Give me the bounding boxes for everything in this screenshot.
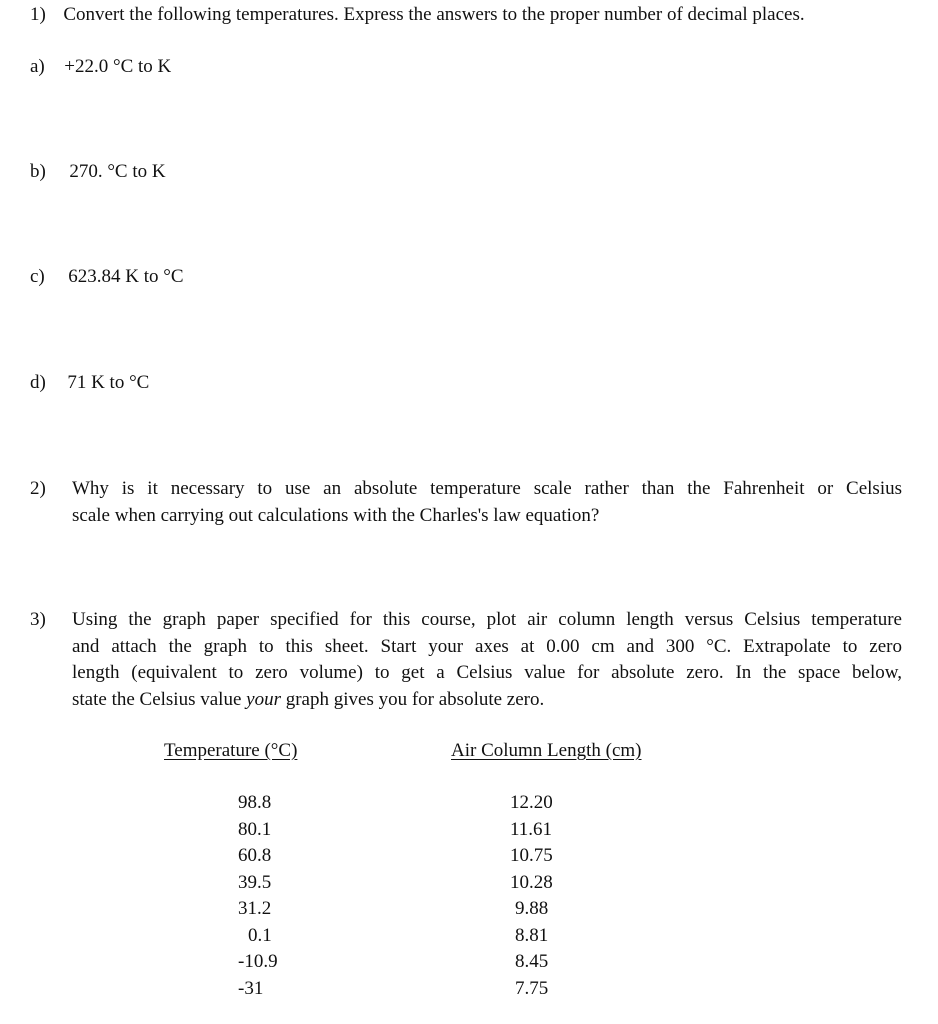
temperature-value: 80.1 <box>238 818 272 840</box>
length-value: 12.20 <box>510 792 553 813</box>
length-value: 7.75 <box>515 977 549 999</box>
question-1-number: 1) <box>30 4 46 25</box>
part-label: c) <box>30 266 45 287</box>
question-3-line <box>72 687 902 714</box>
part-label: b) <box>30 161 46 182</box>
temperature-value: -10.9 <box>238 951 278 972</box>
question-1 <box>30 2 805 28</box>
length-column <box>510 790 570 1002</box>
question-2-line: Why is it necessary to use an absolute temperature scale rather than the Fahrenheit or Celsius <box>72 478 902 499</box>
temperature-value: 98.8 <box>238 792 272 813</box>
length-value: 10.75 <box>510 845 553 866</box>
temperature-value: 39.5 <box>238 871 272 893</box>
length-value: 9.88 <box>515 898 549 919</box>
length-value: 8.45 <box>515 951 549 972</box>
question-2-text <box>72 476 902 529</box>
temperature-value: -31 <box>238 977 264 999</box>
question-3-line4-end: graph gives you for absolute zero. <box>280 688 545 710</box>
part-text: +22.0 °C to K <box>64 56 172 77</box>
length-value: 11.61 <box>510 818 553 840</box>
question-3-emphasis: your <box>246 688 281 710</box>
question-3-line: Using the graph paper specified for this course, plot air column length versus Celsius temperature <box>72 609 902 630</box>
question-1c <box>30 264 184 290</box>
question-1b <box>30 159 166 185</box>
question-3-number: 3) <box>30 609 46 630</box>
temperature-column <box>238 790 298 1002</box>
length-column-header: Air Column Length (cm) <box>451 740 642 761</box>
length-value: 10.28 <box>510 871 553 893</box>
question-1a <box>30 54 171 80</box>
temperature-value: 60.8 <box>238 845 272 866</box>
question-3-line4-start: state the Celsius value <box>72 688 247 710</box>
temperature-value: 31.2 <box>238 898 272 919</box>
part-label: d) <box>30 372 46 393</box>
question-3-text <box>72 607 902 713</box>
part-label: a) <box>30 56 45 77</box>
question-2-line: scale when carrying out calculations with the Charles's law equation? <box>72 504 600 526</box>
question-2-number: 2) <box>30 478 46 499</box>
temperature-value: 0.1 <box>248 924 272 946</box>
part-text: 623.84 K to °C <box>68 266 184 287</box>
part-text: 270. °C to K <box>69 161 166 182</box>
length-value: 8.81 <box>515 924 549 946</box>
question-3-line: length (equivalent to zero volume) to get a Celsius value for absolute zero. In the space below, <box>72 662 902 683</box>
question-1-prompt: Convert the following temperatures. Express the answers to the proper number of decimal places. <box>63 4 805 25</box>
question-1d <box>30 370 149 396</box>
part-text: 71 K to °C <box>67 372 150 393</box>
question-3-line: and attach the graph to this sheet. Start your axes at 0.00 cm and 300 °C. Extrapolate to zero <box>72 635 902 657</box>
temperature-column-header: Temperature (°C) <box>164 740 298 761</box>
